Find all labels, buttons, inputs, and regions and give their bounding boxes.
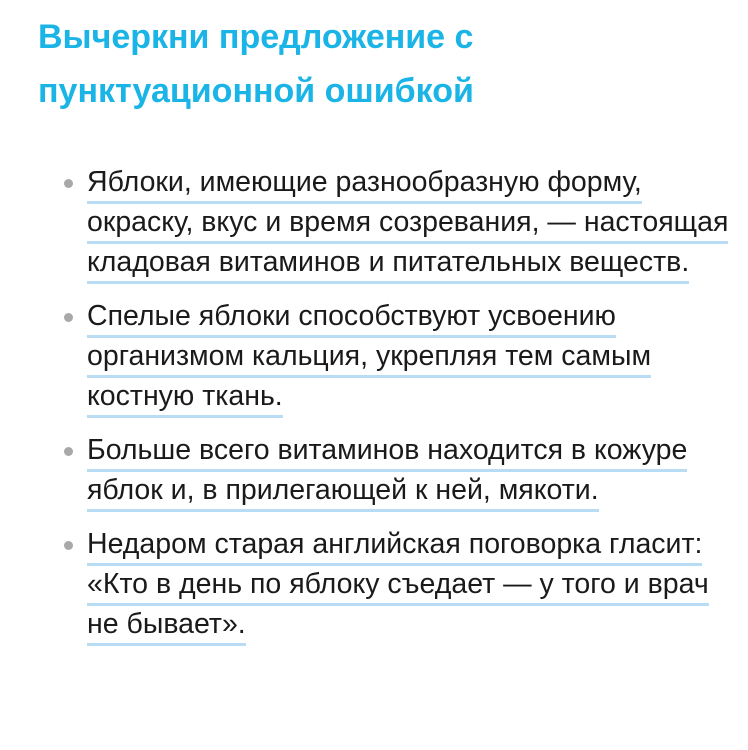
sentence-text[interactable]: Больше всего витаминов находится в кожуре яблок и, в прилегающей к ней, мякоти. xyxy=(87,434,687,512)
bullet-icon xyxy=(64,447,73,456)
task-title: Вычеркни предложение с пунктуационной ошибкой xyxy=(38,18,474,110)
sentence-option-3[interactable] xyxy=(60,430,740,510)
sentence-text[interactable]: Яблоки, имеющие разнообразную форму, окраску, вкус и время созревания, — настоящая кладовая витаминов и питательных веществ. xyxy=(87,166,728,284)
sentence-option-1[interactable] xyxy=(60,162,740,282)
sentence-option-2[interactable] xyxy=(60,296,740,416)
sentence-text[interactable]: Спелые яблоки способствуют усвоению организмом кальция, укрепляя тем самым костную ткань. xyxy=(87,300,651,418)
sentence-list xyxy=(60,162,740,658)
bullet-icon xyxy=(64,541,73,550)
sentence-text[interactable]: Недаром старая английская поговорка гласит: «Кто в день по яблоку съедает — у того и врач не бывает». xyxy=(87,528,709,646)
bullet-icon xyxy=(64,179,73,188)
sentence-option-4[interactable] xyxy=(60,524,740,644)
bullet-icon xyxy=(64,313,73,322)
